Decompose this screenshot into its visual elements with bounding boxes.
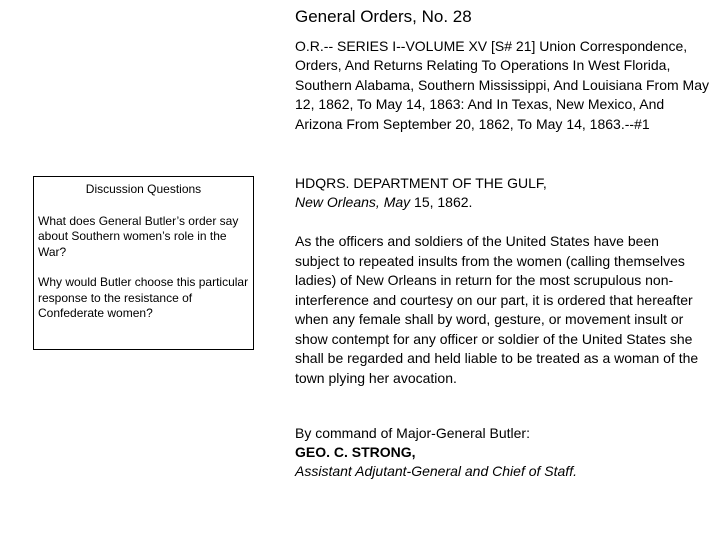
order-body: As the officers and soldiers of the United States have been subject to repeated insults from the women (calling themselves ladies) of New Orleans in return for the most scrupulous non-interference and courtesy on our part, it is ordered that hereafter when any female shall by word, gesture, or movement insult or show contempt for any officer or soldier of the United States she shall be regarded and held liable to be treated as a woman of the town plying her avocation.: [295, 233, 699, 386]
location-date-line: [295, 193, 710, 212]
discussion-question-2: Why would Butler choose this particular response to the resistance of Confederate women?: [38, 275, 249, 320]
date-text: 15, 1862.: [410, 194, 473, 210]
discussion-title: Discussion Questions: [85, 182, 202, 196]
signatory-role: Assistant Adjutant-General and Chief of Staff.: [295, 463, 577, 479]
command-line: By command of Major-General Butler:: [295, 425, 530, 441]
signatory-name: GEO. C. STRONG,: [295, 444, 416, 460]
discussion-questions-box: [33, 176, 254, 350]
discussion-question-1: What does General Butler’s order say about Southern women’s role in the War?: [38, 213, 239, 259]
department-line: HDQRS. DEPARTMENT OF THE GULF,: [295, 175, 547, 191]
location-text: New Orleans, May: [295, 194, 411, 210]
signature-block: [295, 424, 710, 481]
document-title: General Orders, No. 28: [295, 7, 472, 26]
source-citation: O.R.-- SERIES I--VOLUME XV [S# 21] Union Correspondence, Orders, And Returns Relating To Operations In West Florida, Southern Alabama, Southern Mississippi, And Louisiana From May 12, 1862, To May 14, 1863: And In Texas, New Mexico, And Arizona From September 20, 1862, To May 14, 1863.--#1: [295, 38, 709, 132]
order-header: [295, 174, 710, 212]
